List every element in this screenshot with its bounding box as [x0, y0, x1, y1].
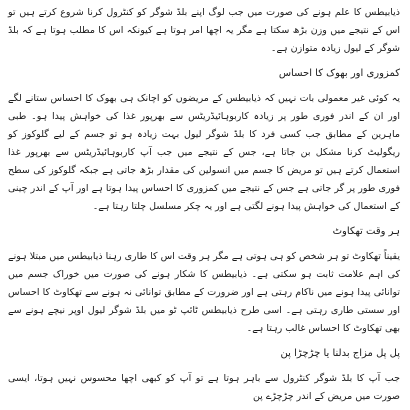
- section-heading-mood-swings: پل پل مزاج بدلنا یا چڑچڑا پن: [280, 348, 400, 359]
- section-heading-weakness-hunger: کمزوری اور بھوک کا احساس: [278, 68, 400, 79]
- section-heading-fatigue: ہر وقت تھکاوٹ: [332, 226, 400, 237]
- mood-swings-paragraph: جب آپ کا بلڈ شوگر کنٹرول سے باہر ہوتا ہے تو آپ کو کبھی اچھا محسوس نہیں ہوتا، ایسی صورت میں مریض کے اندر چڑچڑے پن: [8, 373, 400, 402]
- fatigue-paragraph: یقیناً تھکاوٹ تو ہر شخص کو ہی ہوتی ہے مگر ہر وقت اس کا طاری رہنا ذیابیطس میں مبتلا ہونے کی اہم علامت ثابت ہو سکتی ہے۔ ذیابیطس کا شکار ہونے کی صورت میں خوراک جسم میں توانائی پیدا ہونے میں ناکام رہتی ہے اور ضرورت کے مطابق توانائی نہ ہونے سے تھکاوٹ کا احساس اور سستی طاری رہتی ہے۔ اسی طرح ذیابیطس ٹائپ ٹو میں بلڈ شوگر لیول اوپر نیچے ہونے سے بھی تھکاوٹ کا احساس غالب رہتا ہے۔: [8, 251, 400, 334]
- weakness-hunger-paragraph: یہ کوئی غیر معمولی بات نہیں کہ ذیابیطس کے مریضوں کو اچانک ہی بھوک کا احساس ستانے لگے اور ان کے اندر فوری طور پر زیادہ کاربوہائیڈریٹس سے بھرپور غذا کی خواہش پیدا ہو۔ طبی ماہرین کے مطابق جب کسی فرد کا بلڈ شوگر لیول بہت زیادہ ہو تو جسم کے لیے گلوکوز کو ریگولیٹ کرنا مشکل بن جاتا ہے، جس کے نتیجے میں جب آپ کاربوہائیڈریٹس سے بھرپور غذا استعمال کرتے ہیں تو مریض کا جسم میں انسولین کی مقدار بڑھ جاتی ہے جبکہ گلوکوز کی سطح فوری طور پر گر جاتی ہے جس کے نتیجے میں کمزوری کا احساس پیدا ہوتا ہے اور آپ کے اندر چینی کے استعمال کی خواہش پیدا ہونے لگتی ہے اور یہ چکر مسلسل چلتا رہتا ہے۔: [8, 93, 400, 212]
- intro-paragraph: ذیابیطس کا علم ہونے کی صورت میں جب لوگ اپنے بلڈ شوگر کو کنٹرول کرنا شروع کرتے ہیں تو اس کے نتیجے میں وزن بڑھ سکتا ہے مگر یہ اچھا امر ہوتا ہے کیونکہ اس کا مطلب ہوتا ہے کہ بلڈ شوگر کے لیول زیادہ متوازن ہے۔: [8, 7, 400, 54]
